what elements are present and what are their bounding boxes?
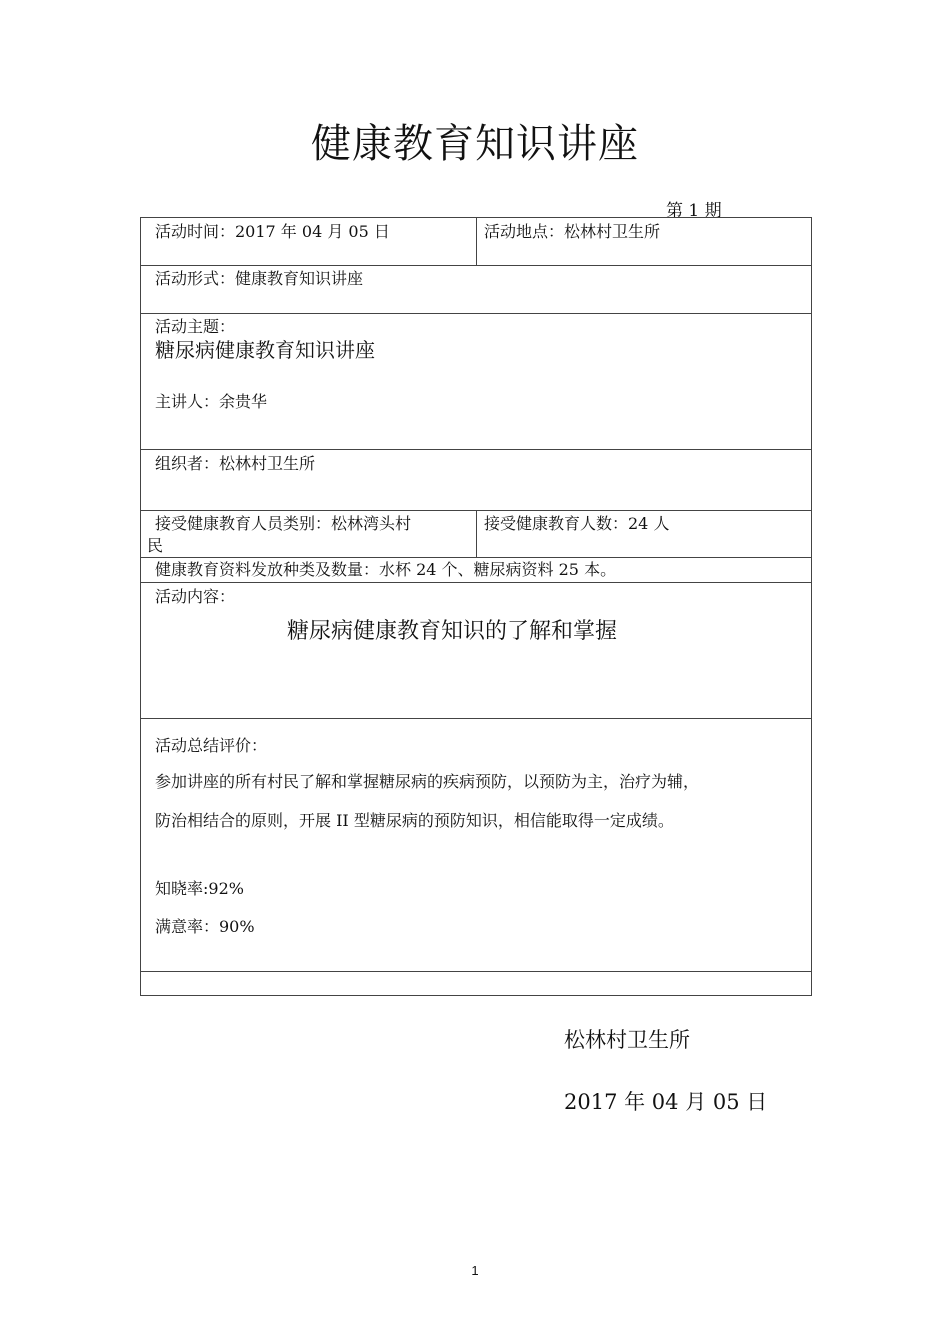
- content-label: 活动内容：: [155, 587, 236, 606]
- issue-number: 第 1 期: [666, 201, 722, 221]
- satisfaction-rate: 满意率：90%: [155, 917, 255, 936]
- awareness-rate: 知晓率:92%: [155, 879, 244, 898]
- summary-line-2: 防治相结合的原则，开展 II 型糖尿病的预防知识，相信能取得一定成绩。: [155, 811, 674, 830]
- row-divider: [141, 265, 811, 266]
- materials: 健康教育资料发放种类及数量：水杯 24 个、糖尿病资料 25 本。: [155, 560, 617, 579]
- speaker: 主讲人：余贵华: [155, 392, 268, 411]
- organizer: 组织者：松林村卫生所: [155, 454, 316, 473]
- document-title: 健康教育知识讲座: [311, 121, 639, 167]
- row-divider: [141, 557, 811, 558]
- audience-count: 接受健康教育人数：24 人: [484, 514, 670, 533]
- page-number: 1: [471, 1263, 479, 1278]
- row-divider: [141, 449, 811, 450]
- signature-date: 2017 年 04 月 05 日: [564, 1090, 768, 1114]
- audience-type-line2: 民: [147, 536, 164, 555]
- theme-value: 糖尿病健康教育知识讲座: [155, 338, 375, 362]
- row-divider: [141, 718, 811, 719]
- signature-org: 松林村卫生所: [564, 1028, 690, 1052]
- audience-type-line1: 接受健康教育人员类别：松林湾头村: [155, 514, 412, 533]
- column-divider: [476, 510, 477, 557]
- activity-time: 活动时间：2017 年 04 月 05 日: [155, 222, 390, 241]
- activity-location: 活动地点：松林村卫生所: [484, 222, 661, 241]
- row-divider: [141, 313, 811, 314]
- content-value: 糖尿病健康教育知识的了解和掌握: [287, 619, 618, 644]
- column-divider: [476, 218, 477, 265]
- theme-label: 活动主题：: [155, 317, 236, 336]
- row-divider: [141, 582, 811, 583]
- row-divider: [141, 971, 811, 972]
- summary-line-1: 参加讲座的所有村民了解和掌握糖尿病的疾病预防，以预防为主，治疗为辅，: [155, 772, 700, 791]
- activity-form-table: [140, 217, 812, 996]
- summary-label: 活动总结评价：: [155, 736, 268, 755]
- activity-format: 活动形式：健康教育知识讲座: [155, 269, 364, 288]
